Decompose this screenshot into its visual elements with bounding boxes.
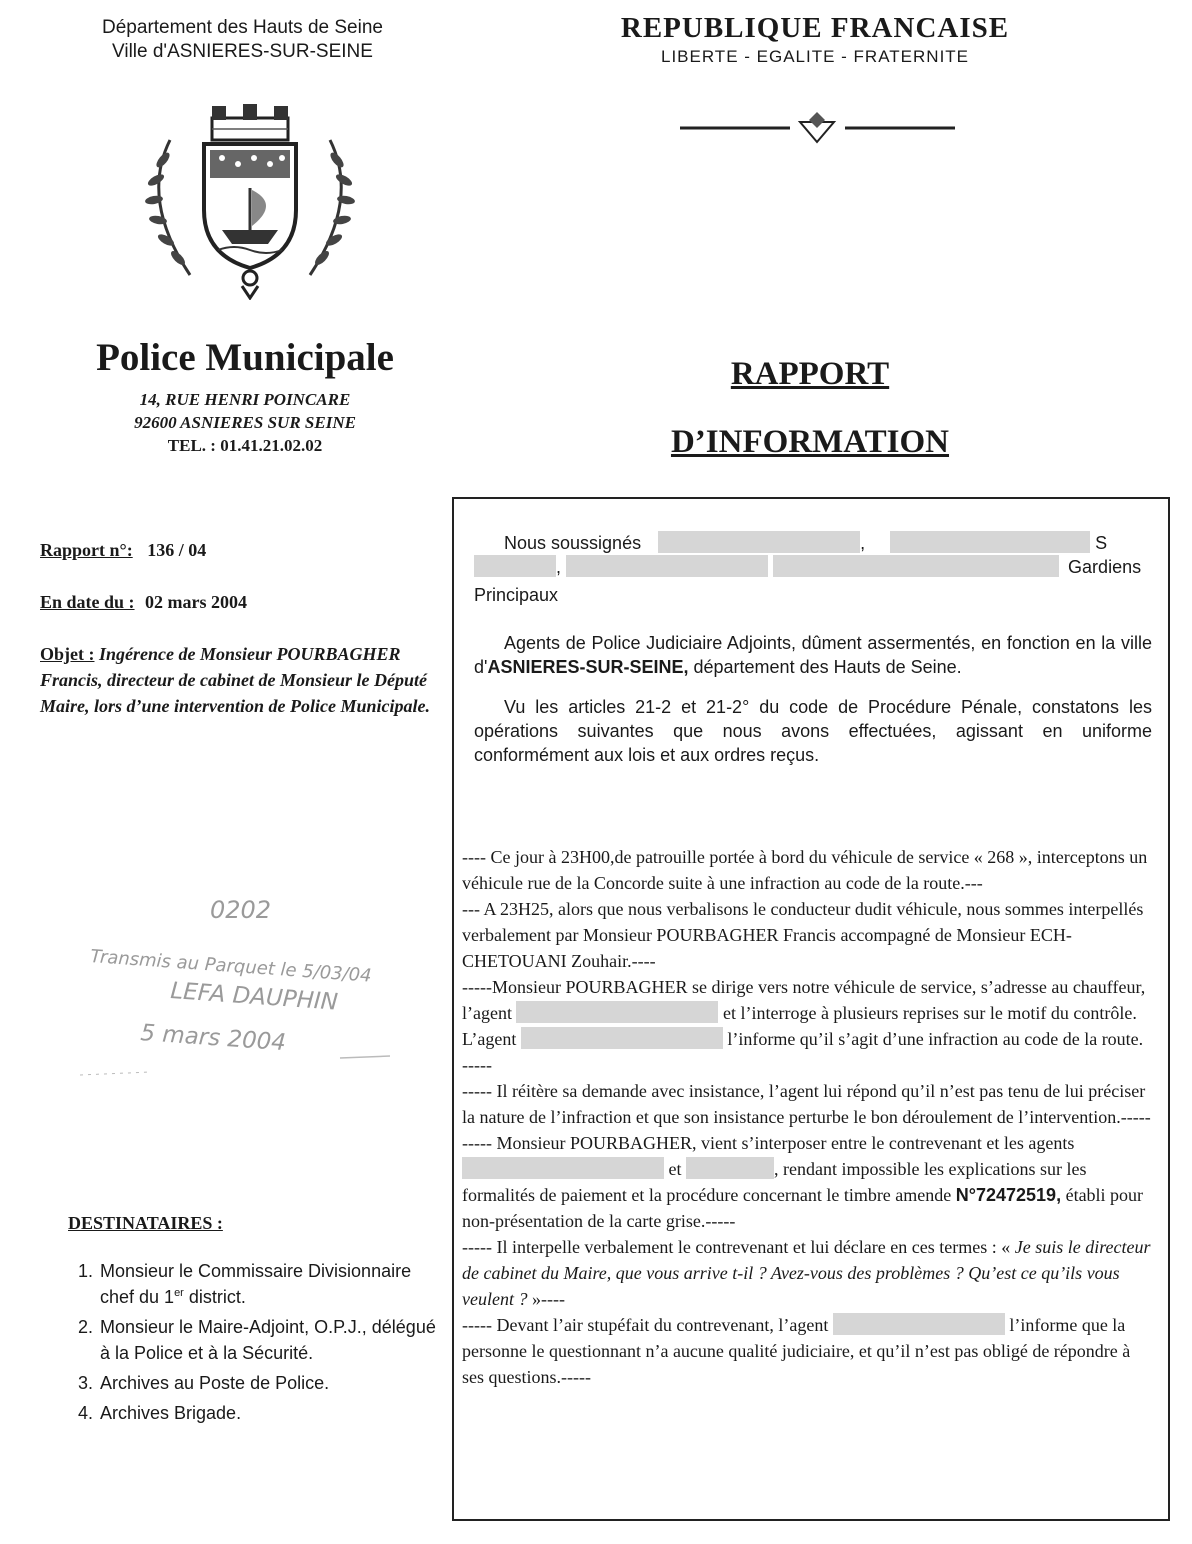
redacted-name [474, 555, 556, 577]
intro-paragraph-articles: Vu les articles 21-2 et 21-2° du code de Procédure Pénale, constatons les opérations suivantes que nous avons effectuées, agissant en uniforme conformément aux lois et aux ordres reçus. [474, 697, 1152, 765]
header-right [560, 10, 1070, 68]
intro-line3: Principaux [474, 585, 559, 605]
report-date-label: En date du : [40, 592, 135, 612]
handwritten-line1: 0202 [210, 896, 272, 924]
recipients-section [60, 1210, 440, 1430]
address-city: 92600 ASNIERES SUR SEINE [134, 413, 356, 432]
coat-of-arms-icon [130, 100, 370, 300]
redacted-name [833, 1313, 1005, 1335]
narrative-paragraph: ---- Ce jour à 23H00,de patrouille portée à bord du véhicule de service « 268 », interceptons un véhicule rue de la Concorde suite à une infraction au code de la route.--- [462, 847, 1148, 893]
republic-motto: LIBERTE - EGALITE - FRATERNITE [660, 47, 970, 66]
report-object [40, 641, 430, 719]
report-intro [474, 531, 1152, 783]
ornament-divider [680, 112, 955, 148]
redacted-name [890, 531, 1090, 553]
redacted-name [773, 555, 1059, 577]
address-phone: TEL. : 01.41.21.02.02 [167, 436, 323, 455]
police-municipale-title: Police Municipale [96, 336, 394, 379]
recipients-title: DESTINATAIRES : [68, 1213, 223, 1233]
narrative-paragraph: ----- Devant l’air stupéfait du contrevenant, l’agent l’informe que la personne le questionnant n’a aucune qualité judiciaire, et qu’il n’est pas obligé de répondre à ses questions.----- [462, 1315, 1131, 1387]
report-number: 136 / 04 [147, 540, 207, 560]
report-number-label: Rapport n°: [40, 540, 133, 560]
handwritten-line2: Transmis au Parquet le 5/03/04 [89, 946, 373, 987]
report-title-line2: D’INFORMATION [670, 424, 950, 460]
recipient-item: 4. Archives Brigade. [98, 1400, 440, 1426]
report-metadata [40, 537, 430, 719]
address-street: 14, RUE HENRI POINCARE [139, 390, 351, 409]
police-address [40, 388, 450, 457]
narrative-paragraph: ----- Monsieur POURBAGHER, vient s’interposer entre le contrevenant et les agents et , rendant impossible les explications sur les formalités de paiement et la procédure concernant le timbre amende N°72472519, établi pour non-présentation de la carte grise.----- [462, 1133, 1144, 1231]
recipient-item: 3. Archives au Poste de Police. [98, 1370, 440, 1396]
report-number-row [40, 537, 430, 563]
handwritten-note [80, 880, 460, 1090]
report-narrative [462, 844, 1152, 1390]
narrative-paragraph: -----Monsieur POURBAGHER se dirige vers notre véhicule de service, s’adresse au chauffeur, l’agent et l’interroge à plusieurs reprises sur le motif du contrôle. L’agent l’informe qu’il s’agit d’une infraction au code de la route. ----- [462, 977, 1146, 1075]
redacted-name [658, 531, 860, 553]
redacted-name [566, 555, 768, 577]
report-title-line1: RAPPORT [730, 356, 890, 392]
narrative-paragraph: --- A 23H25, alors que nous verbalisons le conducteur dudit véhicule, nous sommes interpellés verbalement par Monsieur POURBAGHER Francis accompagné de Monsieur ECH-CHETOUANI Zouhair.---- [462, 899, 1144, 971]
city-name: Ville d'ASNIERES-SUR-SEINE [112, 41, 373, 62]
report-body-box [452, 497, 1170, 1521]
report-title [600, 340, 1020, 476]
intro-line2: , Gardiens [474, 555, 1152, 579]
report-date: 02 mars 2004 [145, 592, 248, 612]
republic-title: REPUBLIQUE FRANCAISE [620, 12, 1010, 44]
report-object-text: Ingérence de Monsieur POURBAGHER Francis, directeur de cabinet de Monsieur le Député Maire, lors d’une intervention de Police Municipale. [40, 644, 430, 716]
report-date-row [40, 589, 430, 615]
recipients-list [60, 1258, 440, 1426]
intro-line1: Nous soussignés , S [504, 533, 1108, 553]
handwritten-line3: LEFA DAUPHIN [169, 978, 339, 1016]
narrative-paragraph: ----- Il interpelle verbalement le contrevenant et lui déclare en ces termes : « Je suis le directeur de cabinet du Maire, que vous arrive t-il ? Avez-vous des problèmes ? Qu’est ce qu’ils vous veulent ? »---- [462, 1237, 1151, 1309]
department-name: Département des Hauts de Seine [102, 17, 383, 38]
handwritten-line4: 5 mars 2004 [139, 1020, 287, 1057]
header-left [60, 16, 425, 64]
redacted-name [686, 1157, 774, 1179]
intro-paragraph-agents: Agents de Police Judiciaire Adjoints, dûment assermentés, en fonction en la ville d'ASNIERES-SUR-SEINE, département des Hauts de Seine. [474, 633, 1152, 677]
redacted-name [521, 1027, 723, 1049]
narrative-paragraph: ----- Il réitère sa demande avec insistance, l’agent lui répond qu’il n’est pas tenu de lui préciser la nature de l’infraction et que son insistance perturbe le bon déroulement de l’intervention.----- [462, 1081, 1151, 1127]
report-object-label: Objet : [40, 644, 95, 664]
recipient-item: 1. Monsieur le Commissaire Divisionnaire chef du 1er district. [98, 1258, 440, 1310]
redacted-name [516, 1001, 718, 1023]
redacted-name [462, 1157, 664, 1179]
recipient-item: 2. Monsieur le Maire-Adjoint, O.P.J., délégué à la Police et à la Sécurité. [98, 1314, 440, 1366]
